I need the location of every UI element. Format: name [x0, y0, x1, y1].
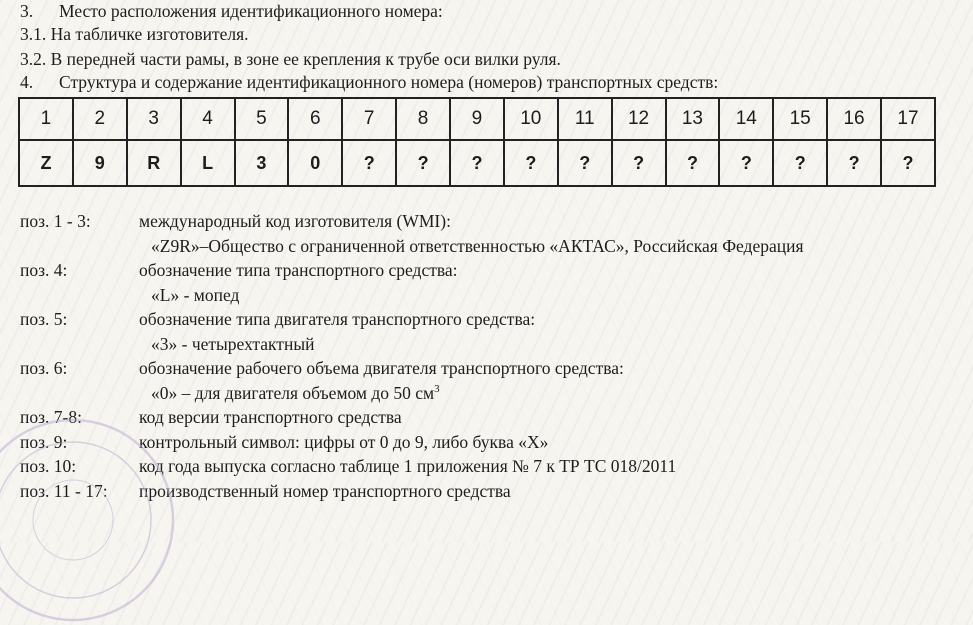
legend-text: контрольный символ: цифры от 0 до 9, либо буква «Х» [139, 431, 549, 452]
vin-value-cell: Z [19, 140, 73, 186]
section-text: На табличке изготовителя. [50, 24, 249, 44]
section-number: 4. [20, 72, 34, 92]
legend-text: обозначение типа транспортного средства: [139, 260, 458, 280]
vin-value-cell: ? [342, 140, 396, 186]
vin-position-cell: 5 [235, 98, 289, 140]
section-3-heading [20, 1, 443, 21]
section-text: В передней части рамы, в зоне ее крепления к трубе оси вилки руля. [50, 49, 561, 69]
vin-position-cell: 14 [719, 98, 773, 140]
vin-value-cell: ? [881, 140, 935, 186]
legend-label: поз. 5: [20, 309, 68, 329]
section-text: Структура и содержание идентификационного номера (номеров) транспортных средств: [59, 72, 719, 92]
vin-position-cell: 11 [558, 98, 612, 140]
legend-detail: «3» - четырехтактный [151, 333, 315, 354]
legend-label: поз. 10: [20, 456, 77, 476]
section-3-2-heading [20, 49, 561, 69]
legend-text: обозначение рабочего объема двигателя транспортного средства: [139, 358, 624, 378]
legend-row [20, 258, 960, 283]
vin-position-row [19, 98, 935, 140]
vin-value-cell: ? [558, 140, 612, 186]
vin-position-cell: 9 [450, 98, 504, 140]
vin-value-row [19, 140, 935, 186]
vin-value-cell: 0 [288, 140, 342, 186]
legend-detail: «0» – для двигателя объемом до 50 см [151, 382, 435, 403]
vin-position-cell: 7 [342, 98, 396, 140]
legend-detail-with-unit [20, 381, 960, 406]
legend-detail: «L» - мопед [151, 284, 240, 305]
vin-position-cell: 17 [881, 98, 935, 140]
vin-position-cell: 6 [288, 98, 342, 140]
vin-position-cell: 4 [181, 98, 235, 140]
legend-row [20, 356, 960, 381]
vin-position-cell: 12 [612, 98, 666, 140]
vin-position-cell: 2 [73, 98, 127, 140]
legend-label: поз. 1 - 3: [20, 211, 91, 231]
legend-label: поз. 7-8: [20, 407, 82, 427]
legend-label: поз. 6: [20, 358, 68, 378]
legend-row [20, 209, 960, 234]
vin-value-cell: ? [504, 140, 558, 186]
official-stamp-icon [0, 415, 178, 625]
vin-position-cell: 8 [396, 98, 450, 140]
vin-value-cell: ? [666, 140, 720, 186]
vin-value-cell: ? [719, 140, 773, 186]
legend-detail: «Z9R»–Общество с ограниченной ответственностью «АКТАС», Российская Федерация [151, 235, 804, 256]
vin-position-cell: 10 [504, 98, 558, 140]
vin-structure-table [18, 97, 936, 187]
section-3-1-heading [20, 24, 249, 44]
section-4-heading [20, 72, 718, 92]
section-text: Место расположения идентификационного номера: [59, 1, 443, 21]
vin-value-cell: ? [450, 140, 504, 186]
legend-text: код года выпуска согласно таблице 1 приложения № 7 к ТР ТС 018/2011 [139, 456, 677, 476]
legend-label: поз. 9: [20, 431, 68, 452]
legend-label: поз. 11 - 17: [20, 480, 108, 501]
vin-value-cell: 3 [235, 140, 289, 186]
vin-value-cell: R [127, 140, 181, 186]
section-number: 3.2. [20, 49, 47, 69]
vin-position-cell: 13 [666, 98, 720, 140]
vin-value-cell: ? [773, 140, 827, 186]
vin-position-cell: 16 [827, 98, 881, 140]
vin-value-cell: ? [396, 140, 450, 186]
section-number: 3. [20, 1, 34, 21]
legend-text: производственный номер транспортного средства [139, 480, 511, 501]
vin-value-cell: 9 [73, 140, 127, 186]
unit-superscript: 3 [434, 382, 440, 395]
legend-text: код версии транспортного средства [139, 407, 402, 427]
legend-row [20, 307, 960, 332]
section-number: 3.1. [20, 24, 47, 44]
legend-text: обозначение типа двигателя транспортного средства: [139, 309, 536, 329]
vin-position-cell: 3 [127, 98, 181, 140]
vin-value-cell: L [181, 140, 235, 186]
vin-position-cell: 1 [19, 98, 73, 140]
vin-value-cell: ? [612, 140, 666, 186]
legend-text: международный код изготовителя (WMI): [139, 211, 451, 231]
vin-value-cell: ? [827, 140, 881, 186]
legend-label: поз. 4: [20, 260, 68, 280]
vin-position-cell: 15 [773, 98, 827, 140]
